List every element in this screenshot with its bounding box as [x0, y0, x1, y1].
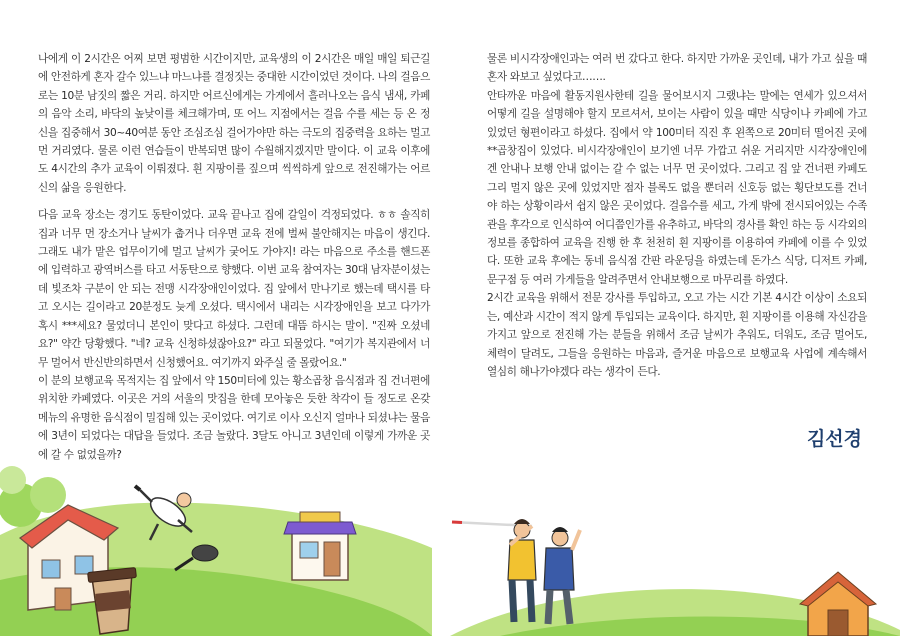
left-paragraph-2: 다음 교육 장소는 경기도 동탄이었다. 교육 끝나고 집에 갈일이 걱정되었다. ㅎㅎ 솔직히 집과 너무 먼 장소거나 날씨가 춥거나 더우면 교육 전에 벌써 불안해지는 마음이 생긴다. 그래도 내가 맡은 업무이기에 멀고 날씨가 궂어도 가야지! 라는 마음으로 주소를 핸드폰에 입력하고 광역버스를 타고 서동탄으로 향했다. 이번 교육 참여자는 30대 남자분이셨는데 빛조차 구분이 안 되는 전맹 시각장애인이었다. 집 앞에서 만나기로 했는데 택시를 타고 오시는 길이라고 20분정도 늦게 오셨다. 택시에서 내리는 시각장애인을 보고 다가가 혹시 ***세요? 물었더니 본인이 맞다고 하셨다. 그런데 대뜸 하시는 말이. "진짜 오셨네요?" 약간 당황했다. "네? 교육 신청하셨잖아요?" 라고 되물었다. "여기가 복지관에서 너무 멀어서 반신반의하면서 신청했어요. 여기까지 와주실 줄 몰랐어요." [38, 209, 430, 369]
left-text-column [38, 50, 430, 464]
author-name: 김선경 [806, 428, 862, 450]
small-house-icon [800, 572, 876, 636]
bush-icon [30, 477, 66, 513]
cane-tip-icon [452, 522, 462, 523]
right-text-column [487, 50, 867, 381]
shop-icon [284, 512, 356, 580]
right-paragraph-1: 물론 비시각장애인과는 여러 번 갔다고 한다. 하지만 가까운 곳인데, 내가 가고 싶을 때 혼자 와보고 싶었다고……. [487, 53, 867, 84]
left-paragraph-1: 나에게 이 2시간은 어찌 보면 평범한 시간이지만, 교육생의 이 2시간은 매일 매일 퇴근길에 안전하게 혼자 갈수 있느냐 마느냐를 결정짓는 중대한 시간이었던 것이다. 나의 걸음으로는 10분 남짓의 짧은 거리. 하지만 어르신에게는 가게에서 흘러나오는 음식 냄새, 카페의 음악 소리, 바닥의 높낮이를 체크해가며, 또 어느 지점에서는 걸음 수를 세는 등 온 정신을 집중해서 30~40여분 동안 조심조심 걸어가야만 하는 극도의 집중력을 요하는 멀고 먼 거리였다. 물론 이런 연습들이 반복되면 많이 수월해지겠지만 말이다. 이 교육 이후에도 4시간의 추가 교육이 이뤄졌다. 흰 지팡이를 짚으며 씩씩하게 앞으로 전진해가는 어르신의 삶을 응원한다. [38, 53, 431, 194]
left-paragraph-3: 이 분의 보행교육 목적지는 집 앞에서 약 150미터에 있는 황소곱창 음식점과 집 건너편에 위치한 카페였다. 이곳은 거의 서울의 맛집을 한데 모아놓은 듯한 착각이 들 정도로 온갖 메뉴의 유명한 음식점이 밀집해 있는 곳이었다. 여기로 이사 오신지 얼마나 되셨냐는 물음에 3년이 되었다는 대답을 들었다. 조금 놀랐다. 3달도 아니고 3년인데 이렇게 가까운 곳에 갈 수 없었을까? [38, 374, 431, 461]
right-paragraph-2: 안타까운 마음에 활동지원사한테 길을 물어보시지 그랬냐는 말에는 연세가 있으셔서 어떻게 길을 설명해야 할지 모르셔서, 보이는 사람이 있을 때만 식당이나 카페에 가고 있었던 형편이라고 하셨다. 집에서 약 100미터 직진 후 왼쪽으로 20미터 떨어진 곳에 **곱창집이 있었다. 비시각장애인이 보기엔 너무 가깝고 쉬운 거리지만 시각장애인에겐 안내나 보행 안내 없이는 갈 수 없는 너무 먼 곳이었다. 그리고 집 앞 건너편 카페도 그리 멀지 않은 곳에 있었지만 점자 블록도 없을 뿐더러 신호등 없는 횡단보도를 건너야 하는 상황이라서 쉽지 않은 곳이었다. 걸음수를 세고, 가게 밖에 전시되어있는 수족관을 후각으로 인식하여 어디쯤인가를 유추하고, 바닥의 경사를 확인 하는 등 시각외의 정보를 종합하여 교육을 진행 한 후 천천히 흰 지팡이를 이용하여 카페에 이를 수 있었다. 또한 교육 후에는 동네 음식점 간판 라운딩을 하였는데 돈가스 식당, 디저트 카페, 문구점 등 여러 가게들을 알려주면서 안내보행으로 마무리를 하였다. [487, 89, 867, 286]
right-paragraph-3: 2시간 교육을 위해서 전문 강사를 투입하고, 오고 가는 시간 기본 4시간 이상이 소요되는, 예산과 시간이 적지 않게 투입되는 교육이다. 하지만, 흰 지팡이를 이용해 자신감을 가지고 앞으로 전진해 가는 분들을 위해서 조금 날씨가 추워도, 더워도, 조금 멀어도, 체력이 달려도, 그들을 응원하는 마음과, 즐거운 마음으로 보행교육 사업에 계속해서 열심히 해나가야겠다 라는 생각이 든다. [487, 292, 867, 378]
